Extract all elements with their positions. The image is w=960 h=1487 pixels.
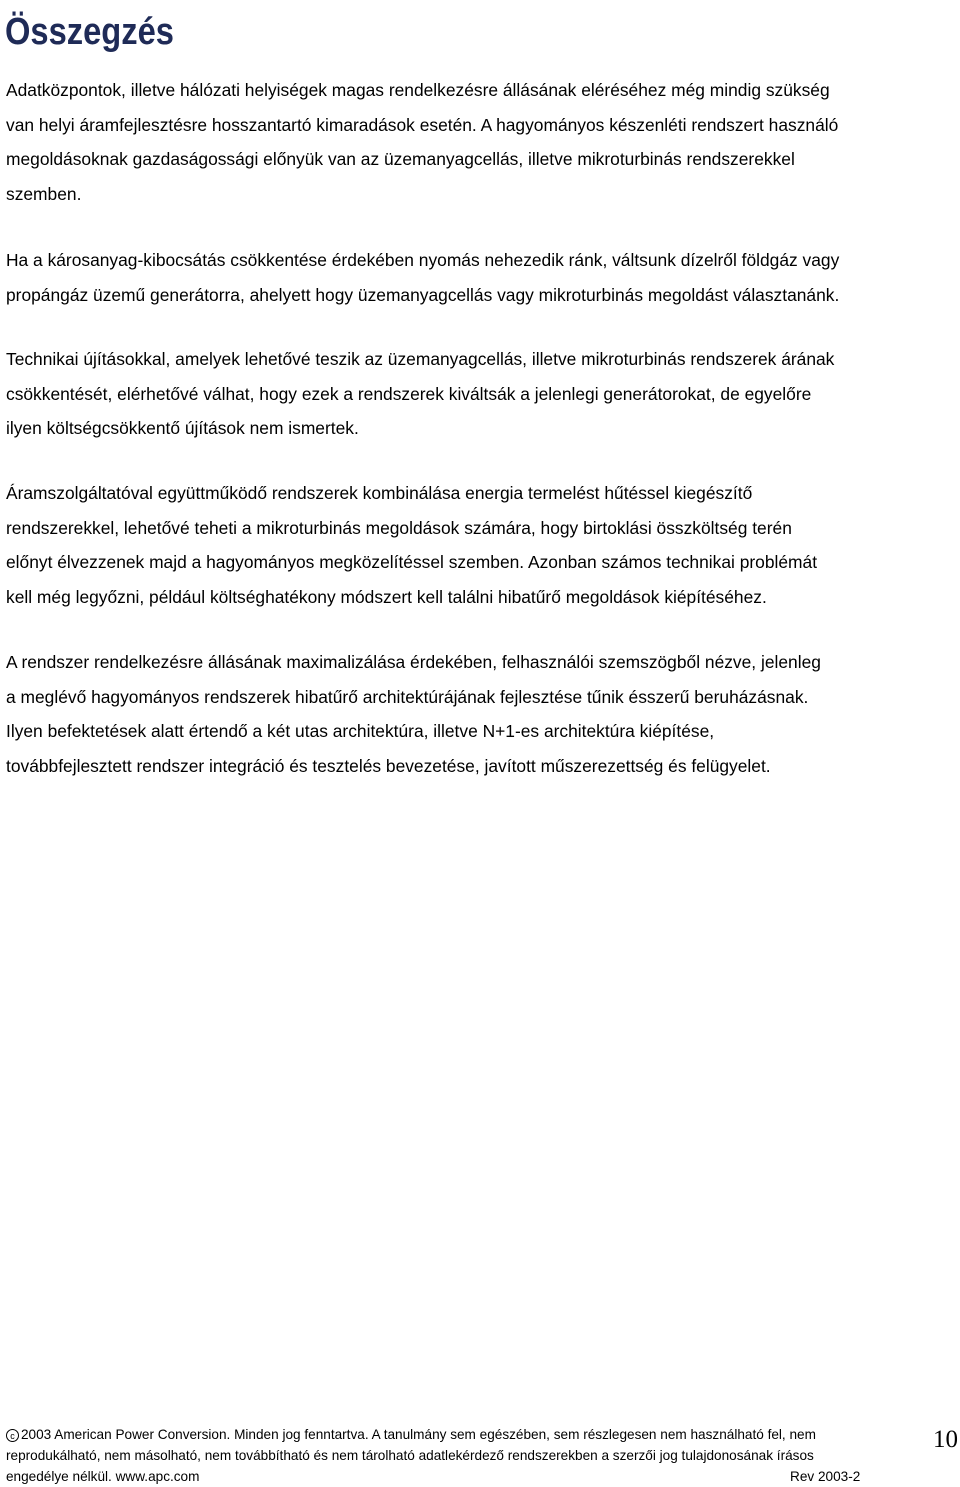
paragraph-summary-1 xyxy=(6,73,960,211)
paragraph-line: megoldásoknak gazdaságossági előnyük van az üzemanyagcellás, illetve mikroturbinás rendszerekkel xyxy=(6,149,795,169)
footer-rights-line: reprodukálható, nem másolható, nem továbbítható és nem tárolható adatlekérdező rendszerekben a szerzői jog tulajdonosának írásos xyxy=(6,1448,814,1463)
paragraph-summary-4 xyxy=(6,476,960,614)
page-number: 10 xyxy=(933,1426,958,1453)
paragraph-summary-2 xyxy=(6,243,960,312)
paragraph-line: szemben. xyxy=(6,183,82,204)
paragraph-line: A rendszer rendelkezésre állásának maximalizálása érdekében, felhasználói szemszögből nézve, jelenleg xyxy=(6,652,821,672)
paragraph-line: propángáz üzemű generátorra, ahelyett hogy üzemanyagcellás vagy mikroturbinás megoldást választanánk. xyxy=(6,284,840,305)
paragraph-line: a meglévő hagyományos rendszerek hibatűrő architektúrájának fejlesztése tűnik ésszerű beruházásnak. xyxy=(6,686,809,707)
paragraph-line: van helyi áramfejlesztésre hosszantartó kimaradások esetén. A hagyományos készenléti rendszert használó xyxy=(6,114,839,135)
paragraph-line: Áramszolgáltatóval együttműködő rendszerek kombinálása energia termelést hűtéssel kiegészítő xyxy=(6,483,753,503)
paragraph-line: Technikai újításokkal, amelyek lehetővé teszik az üzemanyagcellás, illetve mikroturbinás rendszerek árának xyxy=(6,349,835,369)
page-footer xyxy=(6,1424,886,1487)
paragraph-line: ilyen költségcsökkentő újítások nem ismertek. xyxy=(6,418,359,438)
paragraph-line: továbbfejlesztett rendszer integráció és tesztelés bevezetése, javított műszerezettség és felügyelet. xyxy=(6,755,771,776)
footer-permission-text: engedélye nélkül. xyxy=(6,1469,116,1484)
paragraph-line: rendszerekkel, lehetővé teheti a mikroturbinás megoldások számára, hogy birtoklási összköltség terén xyxy=(6,517,792,538)
paragraph-line: előnyt élvezzenek majd a hagyományos megközelítéssel szemben. Azonban számos technikai problémát xyxy=(6,552,818,572)
paragraph-summary-5 xyxy=(6,645,960,783)
paragraph-line: Ilyen befektetések alatt értendő a két utas architektúra, illetve N+1-es architektúra kiépítése, xyxy=(6,721,715,741)
page-title: Összegzés xyxy=(5,11,174,53)
footer-copyright-line xyxy=(6,1424,886,1445)
paragraph-summary-3 xyxy=(6,342,960,446)
paragraph-line: Ha a károsanyag-kibocsátás csökkentése érdekében nyomás nehezedik ránk, váltsunk dízelről földgáz vagy xyxy=(6,250,840,270)
footer-revision: Rev 2003-2 xyxy=(790,1469,861,1484)
footer-website-link[interactable]: www.apc.com xyxy=(115,1469,200,1484)
footer-permission-line xyxy=(6,1466,886,1487)
paragraph-line: csökkentését, elérhetővé válhat, hogy ezek a rendszerek kiváltsák a jelenlegi generátorokat, de egyelőre xyxy=(6,383,812,404)
copyright-icon: c xyxy=(6,1429,19,1442)
paragraph-line: kell még legyőzni, például költséghatékony módszert kell találni hibatűrő megoldások kiépítéséhez. xyxy=(6,586,767,607)
footer-copyright-text: 2003 American Power Conversion. Minden jog fenntartva. A tanulmány sem egészében, sem részlegesen nem használható fel, nem xyxy=(21,1427,816,1442)
paragraph-line: Adatközpontok, illetve hálózati helyiségek magas rendelkezésre állásának eléréséhez még mindig szükség xyxy=(6,80,830,100)
